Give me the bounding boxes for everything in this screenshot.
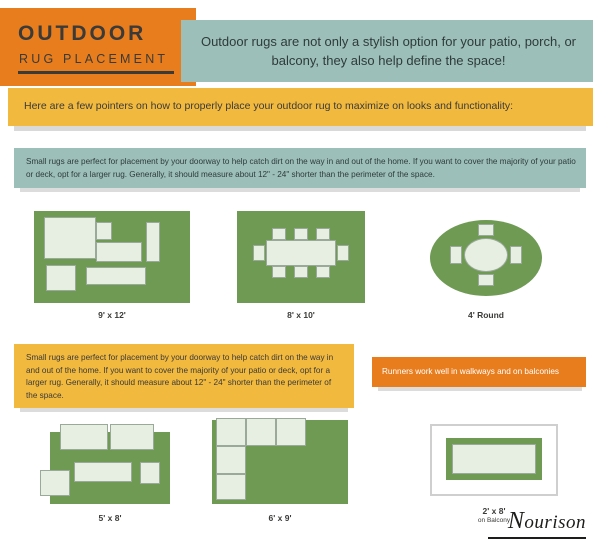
- info-band-3-shadow: [378, 387, 582, 391]
- diagram-caption-2x8-sub: on Balcony: [477, 517, 511, 524]
- diagram-caption-5x8: 5' x 8': [98, 513, 122, 523]
- header-tagline: Outdoor rugs are not only a stylish option for your patio, porch, or balcony, they also help define the space!: [200, 34, 577, 68]
- info-band-2-shadow: [20, 408, 348, 412]
- furniture-sofa-a: [60, 424, 108, 450]
- furniture-chair-left: [450, 246, 462, 264]
- intro-band-shadow: [14, 126, 586, 131]
- page-title: OUTDOOR: [18, 22, 147, 45]
- furniture-sofa-right: [146, 222, 160, 262]
- furniture-chair-t3: [316, 228, 330, 240]
- furniture-chair-r1: [337, 245, 349, 261]
- header-orange-block: [0, 8, 196, 86]
- furniture-coffee-table-2: [74, 462, 132, 482]
- furniture-chair-b3: [316, 266, 330, 278]
- title-divider: [18, 71, 174, 74]
- furniture-chair-l1: [253, 245, 265, 261]
- diagram-caption-9x12: 9' x 12': [98, 310, 126, 320]
- furniture-armchair-1: [46, 265, 76, 291]
- furniture-sofa-left: [44, 217, 96, 259]
- furniture-chair-b2: [294, 266, 308, 278]
- info-band-1-shadow: [20, 188, 580, 192]
- furniture-side-table: [96, 222, 112, 240]
- brand-name: ourison: [524, 512, 586, 533]
- furniture-coffee-table: [96, 242, 142, 262]
- brand-logo-rule: [488, 537, 586, 539]
- diagram-caption-4round: 4' Round: [467, 310, 505, 320]
- diagram-caption-8x10: 8' x 10': [287, 310, 315, 320]
- furniture-balcony-bench: [452, 444, 536, 474]
- furniture-sect-1: [216, 418, 246, 446]
- furniture-sect-4: [216, 446, 246, 474]
- furniture-side-table-2: [140, 462, 160, 484]
- brand-logo: [508, 508, 586, 535]
- furniture-armchair-2: [40, 470, 70, 496]
- info-band-1-text: Small rugs are perfect for placement by your doorway to help catch dirt on the way in and out of the home. If you want to cover the majority of your patio or deck, opt for a larger rug. Generally, it should measure about 12" - 24" shorter than the perimeter of the space.: [26, 157, 576, 179]
- furniture-sect-2: [246, 418, 276, 446]
- furniture-chair-bottom: [478, 274, 494, 286]
- intro-band-text: Here are a few pointers on how to properly place your outdoor rug to maximize on looks and functionality:: [24, 100, 514, 112]
- furniture-sect-3: [276, 418, 306, 446]
- info-band-3-text: Runners work well in walkways and on balconies: [382, 367, 560, 376]
- furniture-chair-t2: [294, 228, 308, 240]
- page-subtitle: RUG PLACEMENT: [19, 52, 169, 66]
- furniture-chair-t1: [272, 228, 286, 240]
- brand-initial: N: [507, 508, 525, 534]
- furniture-chair-right: [510, 246, 522, 264]
- furniture-round-table: [464, 238, 508, 272]
- furniture-sofa-b: [110, 424, 154, 450]
- info-band-2-text: Small rugs are perfect for placement by your doorway to help catch dirt on the way in and out of the home. If you want to cover the majority of your patio or deck, opt for a larger rug. Generally, it should measure about 12" - 24" shorter than the perimeter of the space.: [26, 353, 334, 400]
- furniture-dining-table: [266, 240, 336, 266]
- furniture-bench: [86, 267, 146, 285]
- diagram-caption-6x9: 6' x 9': [268, 513, 292, 523]
- furniture-sect-5: [216, 474, 246, 500]
- diagram-caption-2x8-main: 2' x 8': [482, 506, 506, 516]
- furniture-chair-top: [478, 224, 494, 236]
- furniture-chair-b1: [272, 266, 286, 278]
